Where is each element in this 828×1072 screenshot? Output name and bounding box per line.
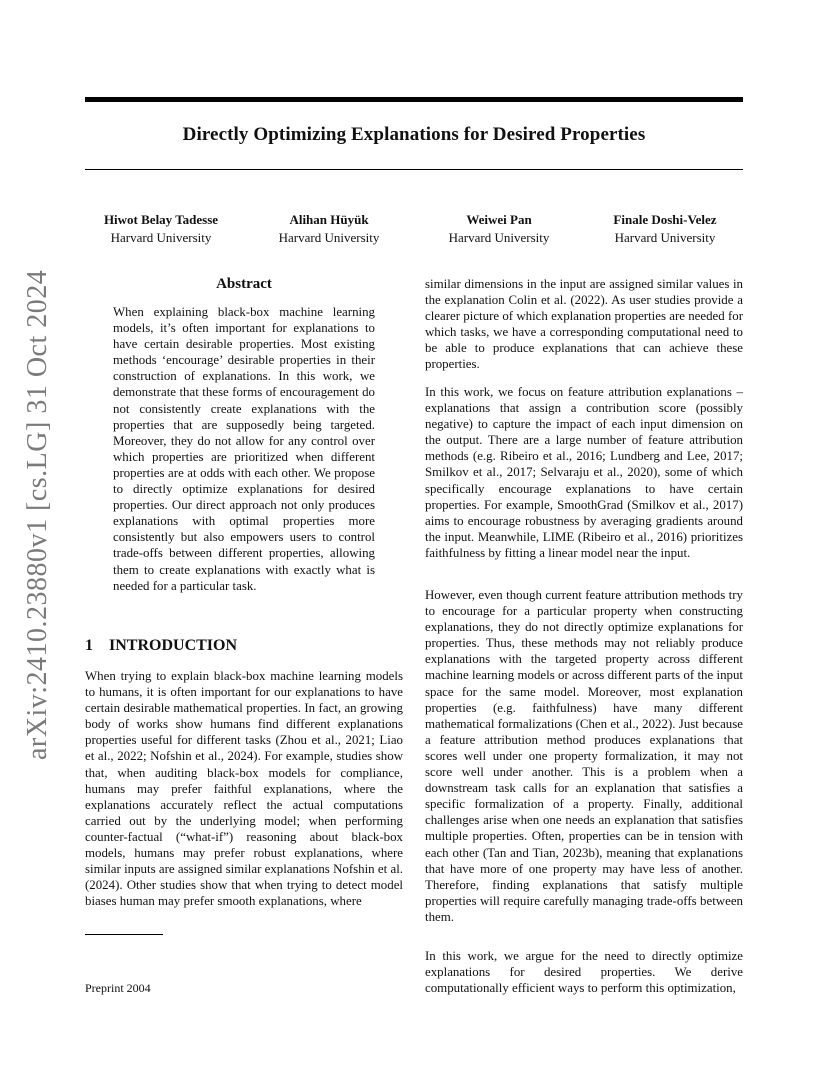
author-block [85, 212, 743, 252]
paper-title: Directly Optimizing Explanations for Desired Properties [182, 124, 646, 145]
intro-paragraph: When trying to explain black-box machine learning models to humans, it is often important for our explanations to have certain desirable mathematical properties. In fact, an growing body of works show humans find different explanations properties useful for different tasks (Zhou et al., 2021; Liao et al., 2022; Nofshin et al., 2024). For example, studies show that, when auditing black-box models for compliance, humans may prefer faithful explanations, where the explanations accurately reflect the actual computations carried out by the underlying model; when performing counter-factual (“what-if”) reasoning about black-box models, humans may prefer robust explanations, where similar inputs are assigned similar explanations Nofshin et al. (2024). Other studies show that when trying to detect model biases human may prefer smooth explanations, where [85, 669, 403, 909]
author-affiliation: Harvard University [110, 230, 212, 245]
footer-preprint: Preprint 2004 [85, 981, 151, 995]
section-number: 1 [85, 637, 93, 654]
footnote-rule [85, 934, 163, 935]
author-affiliation: Harvard University [448, 230, 550, 245]
author-4 [590, 212, 740, 246]
author-1 [81, 212, 241, 246]
abstract-heading: Abstract [216, 276, 272, 292]
title-top-rule [85, 97, 743, 102]
right-paragraph-1: similar dimensions in the input are assigned similar values in the explanation Colin et al. (2022). As user studies provide a clearer picture of which explanation properties are needed for which tasks, we have a corresponding computational need to be able to produce explanations that can achieve these properties. [425, 277, 743, 372]
author-2 [259, 212, 399, 246]
right-paragraph-2: In this work, we focus on feature attribution explanations – explanations that assign a contribution score (possibly negative) to capture the impact of each input dimension on the output. There are a large number of feature attribution methods (e.g. Ribeiro et al., 2016; Lundberg and Lee, 2017; Smilkov et al., 2017; Selvaraju et al., 2020), some of which specifically encourage explanations to have certain properties. For example, SmoothGrad (Smilkov et al., 2017) aims to encourage robustness by averaging gradients around the input. Meanwhile, LIME (Ribeiro et al., 2016) prioritizes faithfulness by fitting a linear model near the input. [425, 385, 743, 560]
right-paragraph-4: In this work, we argue for the need to directly optimize explanations for desired properties. We derive computationally efficient ways to perform this optimization, [425, 949, 743, 996]
section-title: INTRODUCTION [109, 637, 238, 654]
author-name: Weiwei Pan [466, 212, 532, 227]
title-bottom-rule [85, 169, 743, 170]
author-affiliation: Harvard University [278, 230, 380, 245]
author-3 [429, 212, 569, 246]
author-name: Alihan Hüyük [289, 212, 369, 227]
author-name: Finale Doshi-Velez [613, 212, 717, 227]
author-name: Hiwot Belay Tadesse [103, 212, 219, 227]
section-heading [85, 637, 237, 655]
abstract-text: When explaining black-box machine learning models, it’s often important for explanations to have certain desirable properties. Most existing methods ‘encourage’ desirable properties in their construction of explanations. In this work, we demonstrate that these forms of encouragement do not consistently create explanations with the properties that are supposedly being targeted. Moreover, they do not allow for any control over which properties are prioritized when different properties are at odds with each other. We propose to directly optimize explanations for desired properties. Our direct approach not only produces explanations with optimal properties more consistently but also empowers users to control trade-offs between different properties, allowing them to create explanations with exactly what is needed for a particular task. [113, 305, 375, 593]
right-paragraph-3: However, even though current feature attribution methods try to encourage for a particular property when constructing explanations, they do not directly optimize explanations for properties. Thus, these methods may not reliably produce explanations with the targeted property across different machine learning models or across different parts of the input space for the same model. Moreover, most explanation properties (e.g. faithfulness) have many different mathematical formalizations (Chen et al., 2022). Just because a feature attribution method produces explanations that scores well under one property formalization, it may not score well under another. This is a problem when a downstream task calls for an explanation that satisfies a specific formalization of a property. Finally, additional challenges arise when one needs an explanation that satisfies multiple properties. Often, properties can be in tension with each other (Tan and Tian, 2023b), meaning that explanations that have more of one property may have less of another. Therefore, finding explanations that satisfy multiple properties will require carefully managing trade-offs between them. [425, 588, 743, 924]
arxiv-identifier: arXiv:2410.23880v1 [cs.LG] 31 Oct 2024 [22, 269, 53, 760]
author-affiliation: Harvard University [614, 230, 716, 245]
